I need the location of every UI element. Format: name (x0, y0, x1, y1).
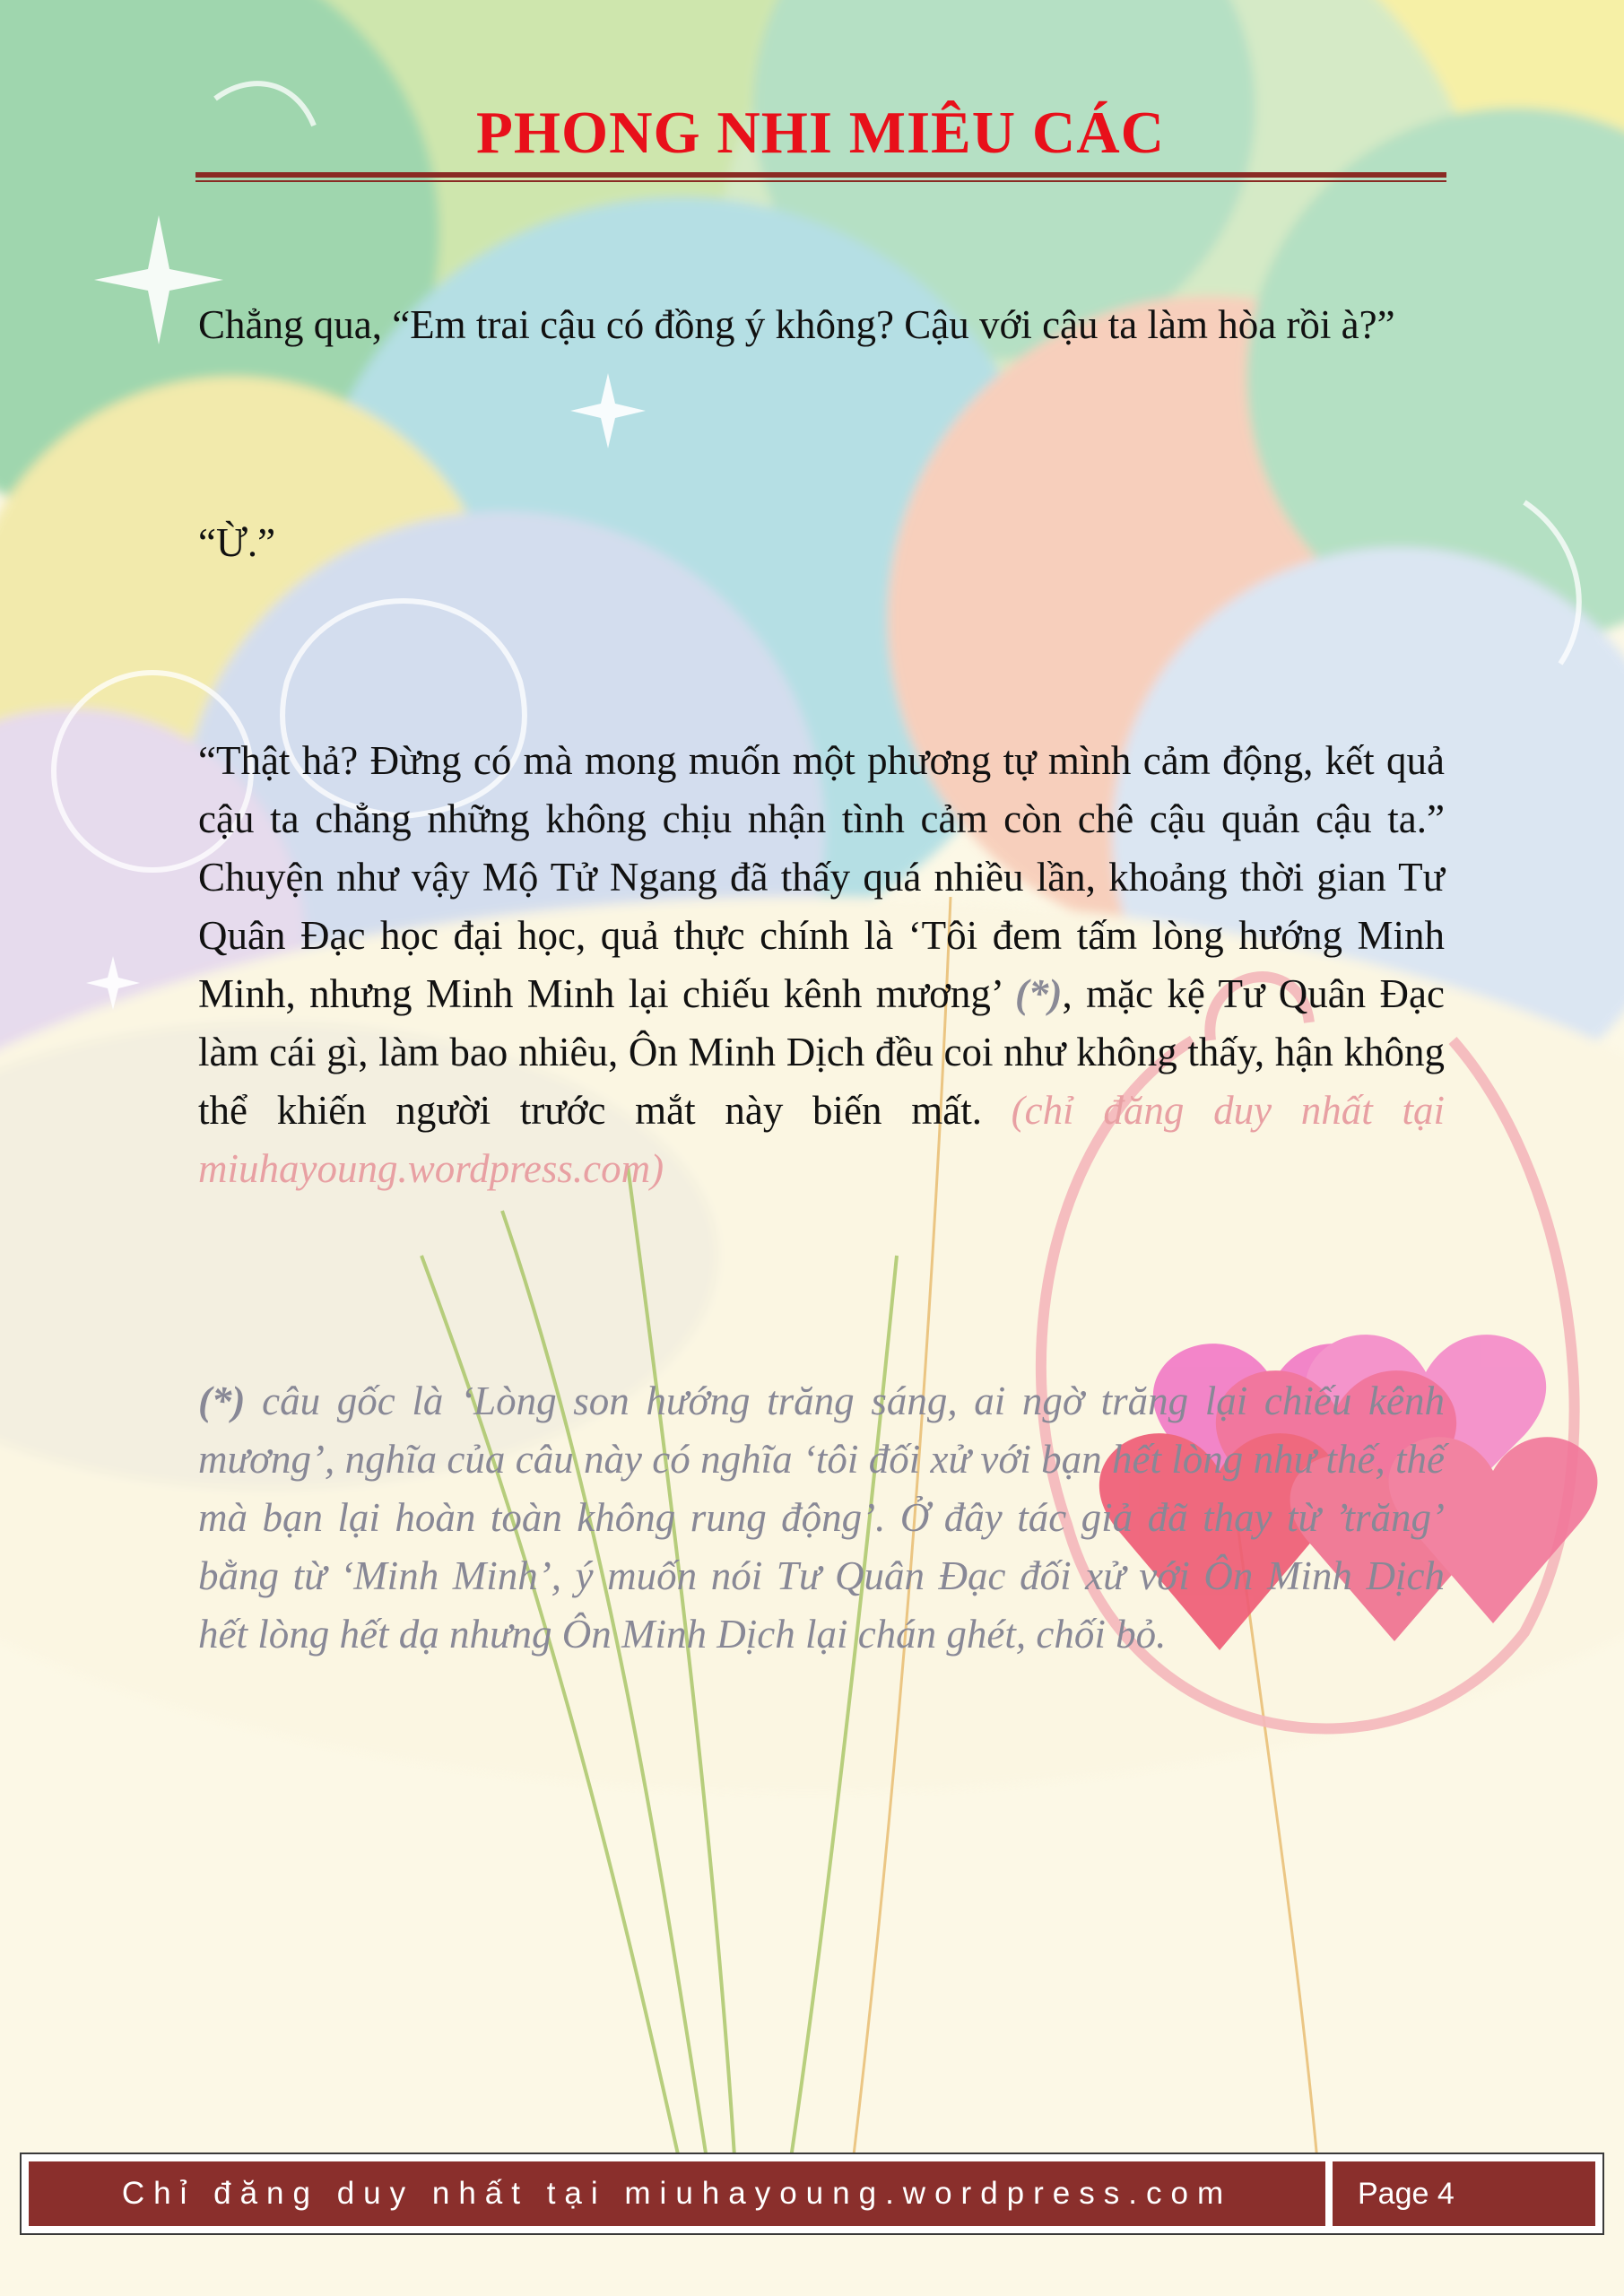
page-footer (20, 2152, 1604, 2235)
footer-site-notice: Chỉ đăng duy nhất tại miuhayoung.wordpress.com (29, 2161, 1325, 2226)
paragraph-3 (198, 732, 1445, 1198)
paragraph-3-text: “Thật hả? Đừng có mà mong muốn một phương tự mình cảm động, kết quả cậu ta chẳng những không chịu nhận tình cảm còn chê cậu quản cậu ta.” Chuyện như vậy Mộ Tử Ngang đã thấy quá nhiều lần, khoảng thời gian Tư Quân Đạc học đại học, quả thực chính là ‘Tôi đem tấm lòng hướng Minh Minh, nhưng Minh Minh lại chiếu kênh mương’ (198, 738, 1445, 1016)
header-rule (195, 172, 1446, 178)
paragraph-1: Chẳng qua, “Em trai cậu có đồng ý không? Cậu với cậu ta làm hòa rồi à?” (198, 302, 1395, 347)
footnote-mark: (*) (198, 1378, 246, 1423)
source-watermark: (chỉ đăng duy nhất tại miuhayoung.wordpress.com) (198, 1088, 1445, 1191)
footnote-text: câu gốc là ‘Lòng son hướng trăng sáng, ai ngờ trăng lại chiếu kênh mương’, nghĩa của câu này có nghĩa ‘tôi đối xử với bạn hết lòng như thế, thế mà bạn lại hoàn toàn không rung động’. Ở đây tác giả đã thay từ ’trăng’ bằng từ ‘Minh Minh’, ý muốn nói Tư Quân Đạc đối xử với Ôn Minh Dịch hết lòng hết dạ nhưng Ôn Minh Dịch lại chán ghét, chối bỏ. (198, 1378, 1445, 1657)
header-rule-thin (195, 180, 1446, 182)
paragraph-3-continuation: , mặc kệ Tư Quân Đạc làm cái gì, làm bao nhiêu, Ôn Minh Dịch đều coi như không thấy, hận không thể khiến người trước mắt này biến mất. (198, 971, 1446, 1133)
paragraph-2: “Ừ.” (198, 520, 276, 565)
header-title: PHONG NHI MIÊU CÁC (475, 100, 1166, 166)
footnote (198, 1372, 1445, 1664)
body-text (198, 296, 1445, 1664)
footnote-reference: (*) (1014, 971, 1063, 1016)
page-number: Page 4 (1333, 2161, 1595, 2226)
